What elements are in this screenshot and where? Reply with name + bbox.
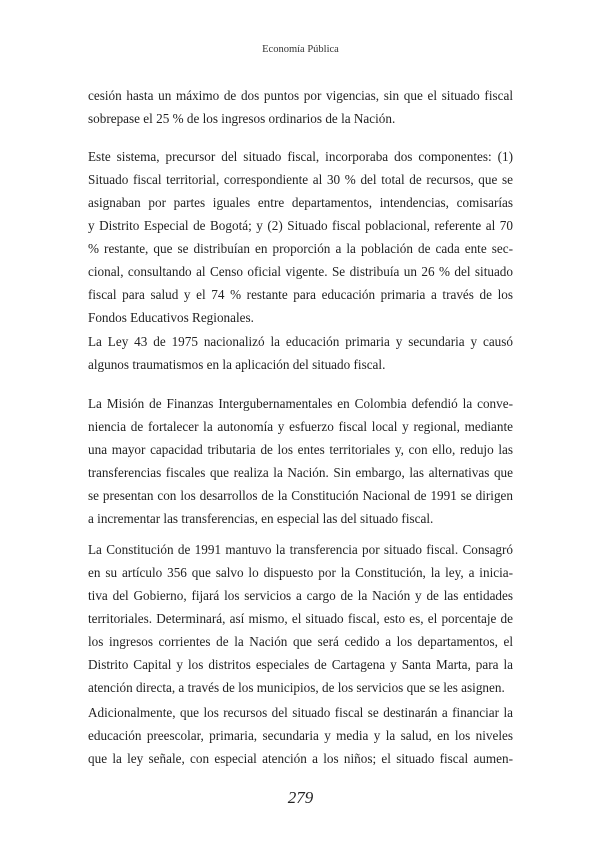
- paragraph-line: transferencias fiscales que realiza la Nación. Sin embargo, las alternativas que: [88, 465, 513, 480]
- paragraph-2: [88, 145, 513, 329]
- paragraph-line: los ingresos corrientes de la Nación que será cedido a los departamentos, el: [88, 634, 513, 649]
- paragraph-5: [88, 538, 513, 699]
- paragraph-line: Situado fiscal territorial, correspondiente al 30 % del total de recursos, que se: [88, 172, 513, 187]
- paragraph-line: a incrementar las transferencias, en especial las del situado fiscal.: [88, 511, 434, 526]
- paragraph-line: en su artículo 356 que salvo lo dispuesto por la Constitución, la ley, a inicia-: [88, 565, 513, 580]
- running-header: Economía Pública: [262, 44, 339, 55]
- paragraph-line: La Constitución de 1991 mantuvo la transferencia por situado fiscal. Consagró: [88, 542, 513, 557]
- paragraph-6: [88, 701, 513, 770]
- paragraph-line: fiscal para salud y el 74 % restante para educación primaria a través de los: [88, 287, 513, 302]
- paragraph-line: cional, consultando al Censo oficial vigente. Se distribuía un 26 % del situado: [88, 264, 513, 279]
- paragraph-line: cesión hasta un máximo de dos puntos por vigencias, sin que el situado fiscal: [88, 88, 513, 103]
- paragraph-3: [88, 330, 513, 376]
- paragraph-line: atención directa, a través de los municipios, de los servicios que se les asignen.: [88, 680, 505, 695]
- paragraph-1: [88, 84, 513, 130]
- paragraph-line: tiva del Gobierno, fijará los servicios a cargo de la Nación y de las entidades: [88, 588, 513, 603]
- paragraph-4: [88, 392, 513, 530]
- paragraph-line: y Distrito Especial de Bogotá; y (2) Situado fiscal poblacional, referente al 70: [88, 218, 513, 233]
- paragraph-line: niencia de fortalecer la autonomía y esfuerzo fiscal local y regional, mediante: [88, 419, 513, 434]
- paragraph-line: asignaban por partes iguales entre departamentos, intendencias, comisarías: [88, 195, 513, 210]
- paragraph-line: una mayor capacidad tributaria de los entes territoriales y, con ello, redujo las: [88, 442, 513, 457]
- paragraph-line: territoriales. Determinará, así mismo, el situado fiscal, esto es, el porcentaje de: [88, 611, 513, 626]
- paragraph-line: Adicionalmente, que los recursos del situado fiscal se destinarán a financiar la: [88, 705, 513, 720]
- paragraph-line: educación preescolar, primaria, secundaria y media y la salud, en los niveles: [88, 728, 513, 743]
- paragraph-line: % restante, que se distribuían en proporción a la población de cada ente sec-: [88, 241, 513, 256]
- paragraph-line: se presentan con los desarrollos de la Constitución Nacional de 1991 se dirigen: [88, 488, 513, 503]
- paragraph-line: La Ley 43 de 1975 nacionalizó la educación primaria y secundaria y causó: [88, 334, 513, 349]
- paragraph-line: Distrito Capital y los distritos especiales de Cartagena y Santa Marta, para la: [88, 657, 513, 672]
- paragraph-line: sobrepase el 25 % de los ingresos ordinarios de la Nación.: [88, 111, 396, 126]
- paragraph-line: Fondos Educativos Regionales.: [88, 310, 254, 325]
- page-number: 279: [287, 788, 314, 807]
- paragraph-line: La Misión de Finanzas Intergubernamentales en Colombia defendió la conve-: [88, 396, 513, 411]
- paragraph-line: que la ley señale, con especial atención a los niños; el situado fiscal aumen-: [88, 751, 513, 766]
- paragraph-line: Este sistema, precursor del situado fiscal, incorporaba dos componentes: (1): [88, 149, 513, 164]
- paragraph-line: algunos traumatismos en la aplicación del situado fiscal.: [88, 357, 386, 372]
